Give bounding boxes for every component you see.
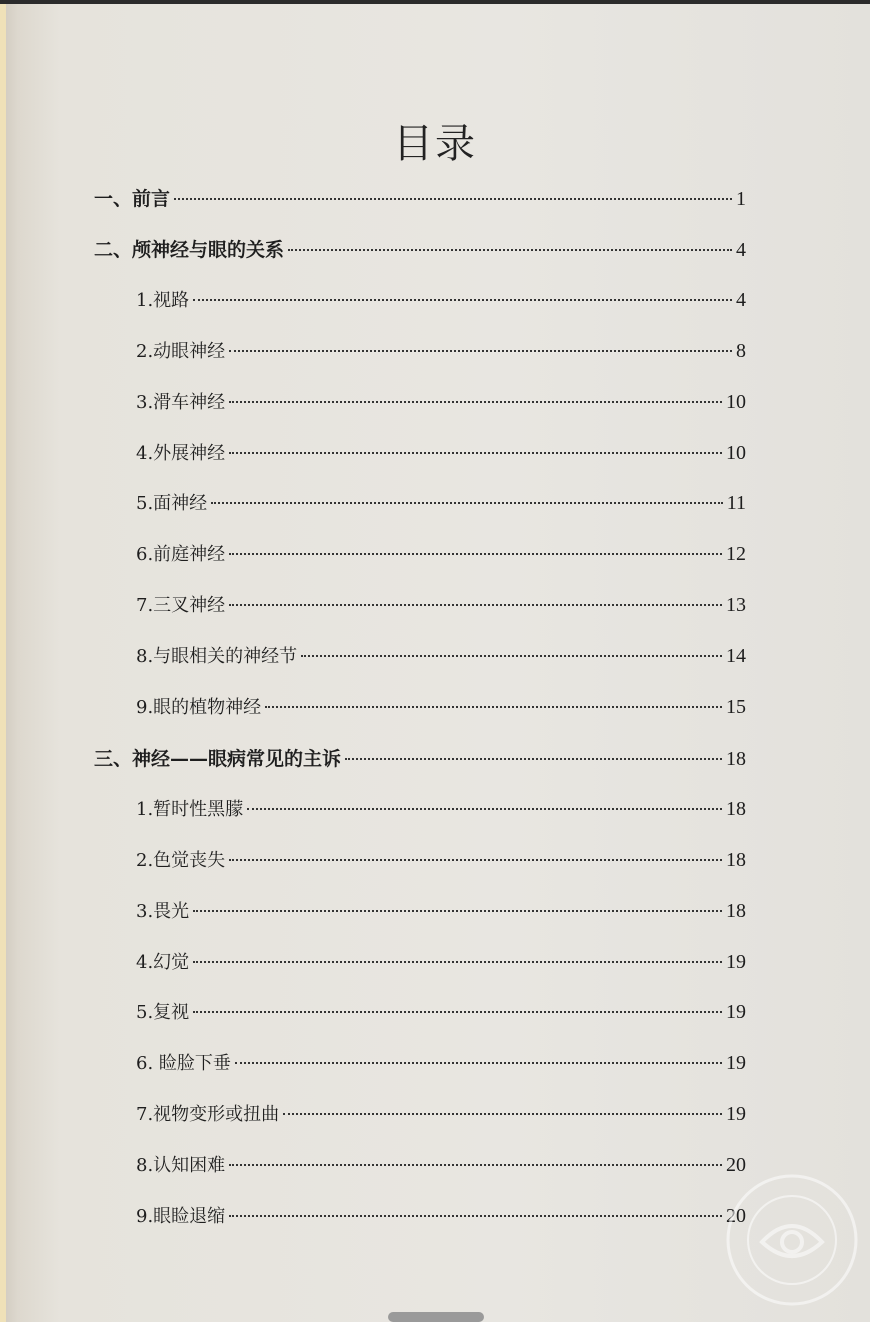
toc-page-number: 4 [736, 289, 746, 311]
toc-dot-leader [345, 758, 722, 760]
toc-page-number: 18 [726, 900, 746, 922]
toc-dot-leader [229, 859, 722, 861]
toc-page-number: 18 [726, 798, 746, 820]
toc-entry-label: 9.眼的植物神经 [136, 697, 262, 718]
toc-dot-leader [211, 502, 723, 504]
toc-entry-label: 2.色觉丧失 [136, 850, 226, 871]
toc-page-number: 19 [726, 1103, 746, 1125]
toc-section-entry [136, 337, 746, 369]
toc-page-number: 4 [736, 239, 746, 261]
toc-dot-leader [229, 350, 732, 352]
toc-entry-label: 3.滑车神经 [136, 392, 226, 413]
toc-section-entry [136, 642, 746, 674]
toc-dot-leader [229, 401, 722, 403]
toc-page-number: 19 [726, 1001, 746, 1023]
toc-section-entry [136, 1202, 746, 1234]
toc-entry-label: 7.三叉神经 [136, 595, 226, 616]
toc-section-entry [136, 540, 746, 572]
toc-dot-leader [235, 1062, 722, 1064]
toc-dot-leader [193, 961, 722, 963]
toc-entry-label: 5.面神经 [136, 493, 208, 514]
page-title: 目录 [393, 121, 477, 167]
toc-section-entry [136, 998, 746, 1030]
toc-dot-leader [229, 1164, 722, 1166]
toc-dot-leader [193, 910, 722, 912]
toc-dot-leader [283, 1113, 722, 1115]
toc-entry-label: 9.眼睑退缩 [136, 1206, 226, 1227]
toc-entry-label: 4.幻觉 [136, 952, 190, 973]
toc-entry-label: 三、神经——眼病常见的主诉 [94, 748, 342, 770]
toc-section-entry [136, 948, 746, 980]
toc-section-entry [136, 1049, 746, 1081]
toc-page-number: 1 [736, 188, 746, 210]
toc-page-number: 20 [726, 1205, 746, 1227]
toc-page-number: 13 [726, 594, 746, 616]
toc-dot-leader [193, 299, 732, 301]
toc-entry-label: 7.视物变形或扭曲 [136, 1104, 280, 1125]
toc-entry-label: 2.动眼神经 [136, 341, 226, 362]
toc-chapter-entry [94, 235, 746, 267]
toc-entry-label: 5.复视 [136, 1002, 190, 1023]
toc-chapter-entry [94, 184, 746, 216]
toc-dot-leader [247, 808, 722, 810]
toc-page-number: 10 [726, 391, 746, 413]
toc-dot-leader [288, 249, 732, 251]
toc-section-entry [136, 897, 746, 929]
toc-entry-label: 8.与眼相关的神经节 [136, 646, 298, 667]
toc-section-entry [136, 489, 746, 521]
toc-page-number: 15 [726, 696, 746, 718]
toc-section-entry [136, 439, 746, 471]
toc-entry-label: 3.畏光 [136, 901, 190, 922]
toc-section-entry [136, 286, 746, 318]
toc-section-entry [136, 1100, 746, 1132]
toc-entry-label: 1.暂时性黑朦 [136, 799, 244, 820]
toc-page-number: 19 [726, 1052, 746, 1074]
toc-entry-label: 6. 睑脸下垂 [136, 1053, 231, 1074]
toc-page-number: 20 [726, 1154, 746, 1176]
toc-entry-label: 4.外展神经 [136, 443, 226, 464]
toc-page-number: 12 [726, 543, 746, 565]
toc-section-entry [136, 693, 746, 725]
toc-entry-label: 一、前言 [94, 188, 171, 210]
toc-page-number: 19 [726, 951, 746, 973]
toc-chapter-entry [94, 744, 746, 776]
toc-dot-leader [265, 706, 722, 708]
museum-watermark-logo [722, 1170, 862, 1310]
toc-page-number: 18 [726, 849, 746, 871]
toc-page-number: 14 [726, 645, 746, 667]
toc-entry-label: 二、颅神经与眼的关系 [94, 239, 285, 261]
toc-dot-leader [193, 1011, 722, 1013]
toc-dot-leader [229, 604, 722, 606]
toc-page-number: 8 [736, 340, 746, 362]
toc-dot-leader [301, 655, 722, 657]
toc-dot-leader [229, 1215, 722, 1217]
home-indicator-bar [388, 1312, 484, 1322]
toc-dot-leader [229, 553, 722, 555]
toc-dot-leader [174, 198, 732, 200]
toc-section-entry [136, 846, 746, 878]
toc-entry-label: 8.认知困难 [136, 1155, 226, 1176]
toc-section-entry [136, 795, 746, 827]
toc-section-entry [136, 591, 746, 623]
toc-section-entry [136, 1151, 746, 1183]
toc-dot-leader [229, 452, 722, 454]
toc-entry-label: 6.前庭神经 [136, 544, 226, 565]
toc-page-number: 11 [726, 492, 746, 514]
toc-page-number: 10 [726, 442, 746, 464]
toc-section-entry [136, 388, 746, 420]
toc-page-number: 18 [726, 748, 746, 770]
toc-entry-label: 1.视路 [136, 290, 190, 311]
